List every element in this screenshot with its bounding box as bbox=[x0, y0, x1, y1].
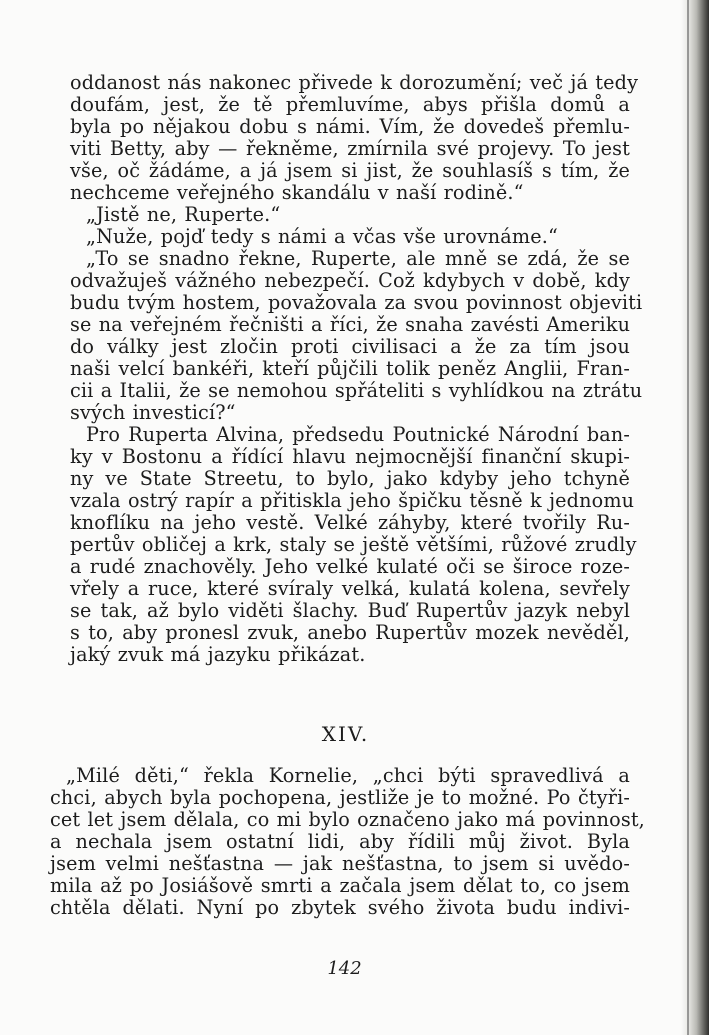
text-line: ny ve State Streetu, to bylo, jako kdyby jeho tchyně bbox=[70, 467, 630, 490]
text-line: jaký zvuk má jazyku přikázat. bbox=[70, 643, 366, 666]
text-line: jsem velmi nešťastna — jak nešťastna, to jsem si uvědo- bbox=[50, 852, 630, 875]
text-line: doufám, jest, že tě přemluvíme, abys přišla domů a bbox=[70, 93, 630, 116]
text-line: cii a Italii, že se nemohou spřáteliti s vyhlídkou na ztrátu bbox=[70, 379, 643, 402]
chapter-heading-text: XIV. bbox=[321, 722, 370, 746]
text-line: chci, abych byla pochopena, jestliže je to možné. Po čtyři- bbox=[50, 786, 630, 809]
text-line: pertův obličej a krk, staly se ještě většími, růžové zrudly bbox=[70, 533, 637, 556]
text-line: byla po nějakou dobu s námi. Vím, že dovedeš přemlu- bbox=[70, 115, 630, 138]
text-line: vše, oč žádáme, a já jsem si jist, že souhlasíš s tím, že bbox=[70, 159, 630, 182]
chapter-heading bbox=[0, 722, 709, 746]
text-line: mila až po Josiášově smrti a začala jsem dělat to, co jsem bbox=[50, 874, 630, 897]
text-line: ky v Bostonu a řídící hlavu nejmocnější finanční skupi- bbox=[70, 445, 630, 468]
page-edge-line bbox=[687, 0, 689, 1035]
text-line: knoflíku na jeho vestě. Velké záhyby, které tvořily Ru- bbox=[70, 511, 630, 534]
text-line: se na veřejném řečništi a říci, že snaha zavésti Ameriku bbox=[70, 313, 631, 336]
text-line: se tak, až bylo viděti šlachy. Buď Rupertův jazyk nebyl bbox=[70, 599, 630, 622]
text-line: vzala ostrý rapír a přitiskla jeho špičku těsně k jednomu bbox=[70, 489, 635, 512]
text-line: „Milé děti,“ řekla Kornelie, „chci býti spravedlivá a bbox=[66, 764, 630, 787]
text-line: budu tvým hostem, považovala za svou povinnost objeviti bbox=[70, 291, 643, 314]
page-number-text: 142 bbox=[327, 958, 362, 979]
text-line: „To se snadno řekne, Ruperte, ale mně se zdá, že se bbox=[86, 247, 630, 270]
body-text-top bbox=[70, 71, 643, 666]
text-line: a rudé znachověly. Jeho velké kulaté oči se široce roze- bbox=[70, 555, 630, 578]
text-line: Pro Ruperta Alvina, předsedu Poutnické Národní ban- bbox=[86, 423, 630, 446]
text-line: cet let jsem dělala, co mi bylo označeno jako má povinnost, bbox=[50, 808, 645, 831]
body-text-bottom bbox=[50, 764, 645, 919]
text-line: viti Betty, aby — řekněme, zmírnila své projevy. To jest bbox=[70, 137, 630, 160]
text-line: „Nuže, pojď tedy s námi a včas vše urovnáme.“ bbox=[86, 225, 558, 248]
text-line: „Jistě ne, Ruperte.“ bbox=[86, 203, 281, 226]
text-line: do války jest zločin proti civilisaci a že za tím jsou bbox=[70, 335, 630, 358]
text-line: naši velcí bankéři, kteří půjčili tolik peněz Anglii, Fran- bbox=[70, 357, 630, 380]
text-line: chtěla dělati. Nyní po zbytek svého života budu indivi- bbox=[50, 896, 630, 919]
page-number bbox=[0, 958, 709, 979]
text-line: svých investicí?“ bbox=[70, 401, 236, 424]
text-line: s to, aby pronesl zvuk, anebo Rupertův mozek nevěděl, bbox=[70, 621, 630, 644]
text-line: odvažuješ vážného nebezpečí. Což kdybych v době, kdy bbox=[70, 269, 630, 292]
text-line: vřely a ruce, které svíraly velká, kulatá kolena, sevřely bbox=[70, 577, 630, 600]
book-spine-shadow bbox=[681, 0, 709, 1035]
text-line: nechceme veřejného skandálu v naší rodině.“ bbox=[70, 181, 524, 204]
text-line: a nechala jsem ostatní lidi, aby řídili můj život. Byla bbox=[50, 830, 630, 853]
text-line: oddanost nás nakonec přivede k dorozumění; več já tedy bbox=[70, 71, 639, 94]
